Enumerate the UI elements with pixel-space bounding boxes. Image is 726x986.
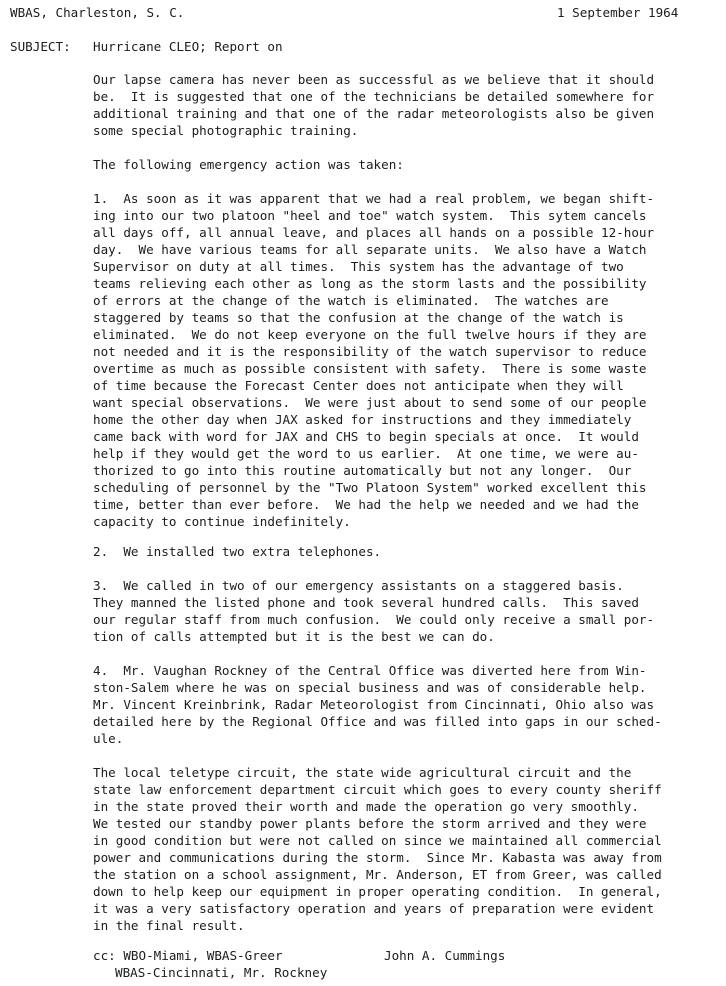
- item4-line: ule.: [93, 731, 124, 746]
- item4-line: Mr. Vincent Kreinbrink, Radar Meteorologist from Cincinnati, Ohio also was: [93, 697, 655, 712]
- item1-line: help if they would get the word to us earlier. At one time, we were au-: [93, 446, 639, 461]
- closing-line: down to help keep our equipment in proper operating condition. In general,: [93, 884, 662, 899]
- signature: John A. Cummings: [384, 948, 506, 963]
- item1-line: came back with word for JAX and CHS to begin specials at once. It would: [93, 429, 639, 444]
- memo-date: 1 September 1964: [557, 5, 679, 20]
- item1-line: scheduling of personnel by the "Two Platoon System" worked excellent this: [93, 480, 647, 495]
- intro-line: some special photographic training.: [93, 123, 359, 138]
- closing-line: state law enforcement department circuit which goes to every county sheriff: [93, 782, 662, 797]
- closing-line: the station on a school assignment, Mr. Anderson, ET from Greer, was called: [93, 867, 662, 882]
- action-heading: The following emergency action was taken:: [93, 157, 404, 172]
- item1-line: home the other day when JAX asked for instructions and they immediately: [93, 412, 632, 427]
- item1-line: ing into our two platoon "heel and toe" watch system. This sytem cancels: [93, 208, 647, 223]
- item1-line: teams relieving each other as long as the storm lasts and the possibility: [93, 276, 647, 291]
- item3-line: our regular staff from much confusion. We could only receive a small por-: [93, 612, 655, 627]
- intro-line: additional training and that one of the radar meteorologists also be given: [93, 106, 655, 121]
- item2-line: 2. We installed two extra telephones.: [93, 544, 382, 559]
- item1-line: eliminated. We do not keep everyone on the full twelve hours if they are: [93, 327, 647, 342]
- item1-line: Supervisor on duty at all times. This system has the advantage of two: [93, 259, 624, 274]
- closing-line: in the state proved their worth and made the operation go very smoothly.: [93, 799, 639, 814]
- closing-line: it was a very satisfactory operation and years of preparation were evident: [93, 901, 655, 916]
- closing-line: The local teletype circuit, the state wide agricultural circuit and the: [93, 765, 632, 780]
- item1-line: not needed and it is the responsibility of the watch supervisor to reduce: [93, 344, 647, 359]
- closing-line: in the final result.: [93, 918, 245, 933]
- item1-line: want special observations. We were just about to send some of our people: [93, 395, 647, 410]
- item1-line: thorized to go into this routine automatically but not any longer. Our: [93, 463, 632, 478]
- item4-line: ston-Salem where he was on special business and was of considerable help.: [93, 680, 647, 695]
- item3-line: They manned the listed phone and took several hundred calls. This saved: [93, 595, 639, 610]
- item1-line: of errors at the change of the watch is eliminated. The watches are: [93, 293, 609, 308]
- item1-line: staggered by teams so that the confusion at the change of the watch is: [93, 310, 624, 325]
- item1-line: day. We have various teams for all separate units. We also have a Watch: [93, 242, 647, 257]
- intro-line: Our lapse camera has never been as successful as we believe that it should: [93, 72, 655, 87]
- cc-line: cc: WBO-Miami, WBAS-Greer: [93, 948, 283, 963]
- item1-line: all days off, all annual leave, and places all hands on a possible 12-hour: [93, 225, 655, 240]
- subject-text: Hurricane CLEO; Report on: [93, 39, 283, 54]
- intro-line: be. It is suggested that one of the technicians be detailed somewhere for: [93, 89, 655, 104]
- station-heading: WBAS, Charleston, S. C.: [10, 5, 185, 20]
- item4-line: 4. Mr. Vaughan Rockney of the Central Office was diverted here from Win-: [93, 663, 647, 678]
- item1-line: time, better than ever before. We had the help we needed and we had the: [93, 497, 639, 512]
- item1-line: capacity to continue indefinitely.: [93, 514, 351, 529]
- item1-line: of time because the Forecast Center does not anticipate when they will: [93, 378, 624, 393]
- item3-line: tion of calls attempted but it is the best we can do.: [93, 629, 495, 644]
- cc-line: WBAS-Cincinnati, Mr. Rockney: [115, 965, 328, 980]
- subject-label: SUBJECT:: [10, 39, 71, 54]
- item1-line: overtime as much as possible consistent with safety. There is some waste: [93, 361, 647, 376]
- closing-line: We tested our standby power plants before the storm arrived and they were: [93, 816, 647, 831]
- closing-line: power and communications during the storm. Since Mr. Kabasta was away from: [93, 850, 662, 865]
- item3-line: 3. We called in two of our emergency assistants on a staggered basis.: [93, 578, 624, 593]
- item1-line: 1. As soon as it was apparent that we had a real problem, we began shift-: [93, 191, 655, 206]
- item4-line: detailed here by the Regional Office and was filled into gaps in our sched-: [93, 714, 662, 729]
- closing-line: in good condition but were not called on since we maintained all commercial: [93, 833, 662, 848]
